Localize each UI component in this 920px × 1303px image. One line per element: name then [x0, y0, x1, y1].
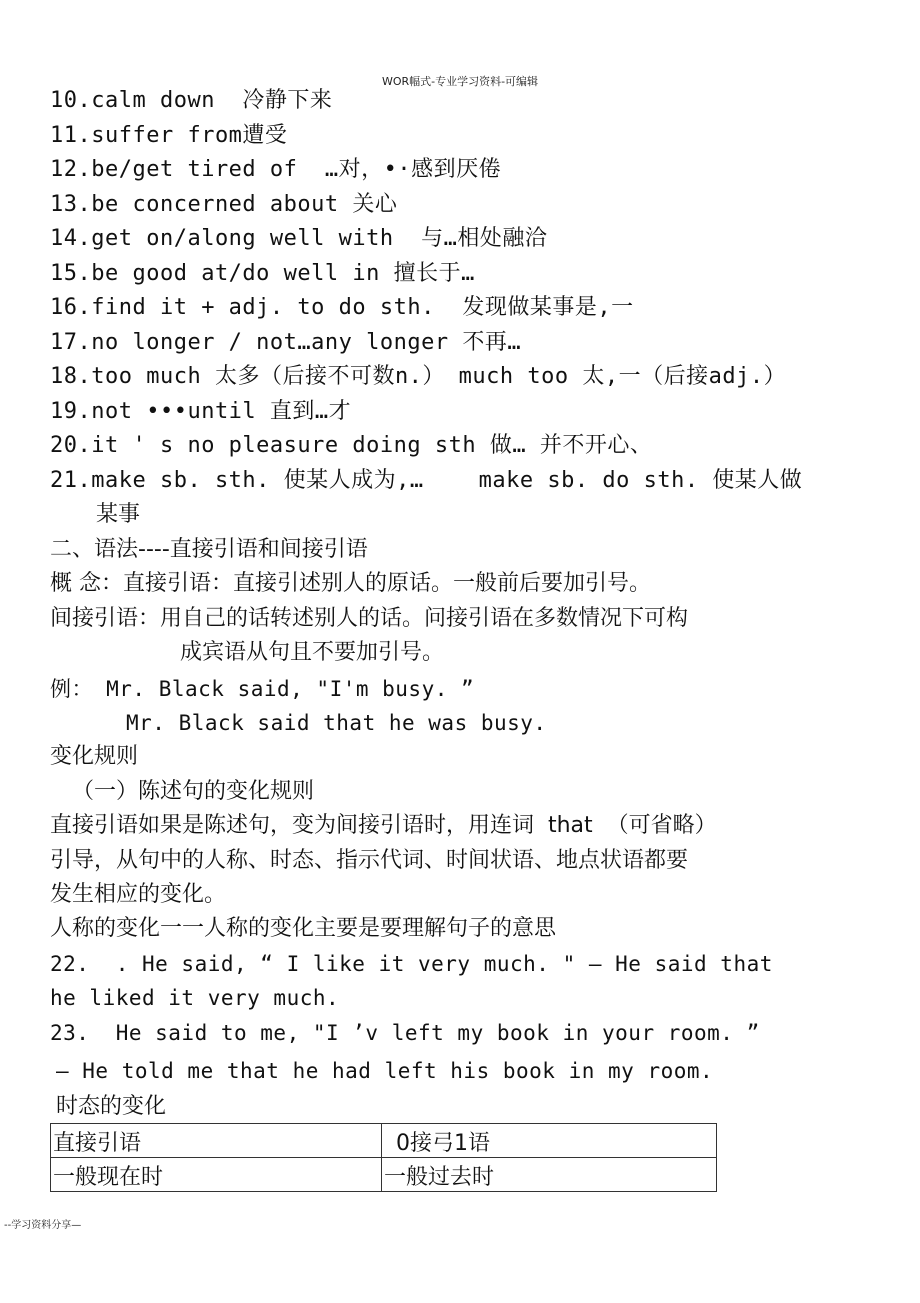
concept-text: 概 念：直接引语：直接引述别人的原话。一般前后要加引号。	[50, 571, 651, 596]
phrase-item: 18.too much 太多（后接不可数n.） much too 太,一（后接adj.）	[50, 364, 787, 389]
phrase-item: 13.be concerned about 关心	[50, 192, 398, 217]
tense-change-heading: 时态的变化	[56, 1094, 167, 1119]
table-header-direct: 直接引语	[51, 1124, 382, 1158]
example-22: 22. . He said, “ I like it very much. " — He said that	[50, 952, 773, 976]
rules-paragraph: 引导，从句中的人称、时态、指示代词、时间状语、地点状语都要	[50, 848, 689, 873]
table-header-indirect: 0接弓1语	[382, 1124, 717, 1158]
phrase-item: 19.not •••until 直到…才	[50, 399, 352, 424]
table-row	[51, 1158, 717, 1192]
statement-rules-heading: （一）陈述句的变化规则	[72, 779, 315, 804]
page-footer: --学习资料分享—	[4, 1220, 82, 1231]
indirect-speech-text-continued: 成宾语从句且不要加引号。	[180, 640, 445, 665]
example-23: 23. He said to me, "I ’v left my book in your room. ”	[50, 1021, 760, 1045]
table-cell: 一般现在时	[51, 1158, 382, 1192]
indirect-speech-text: 间接引语：用自己的话转述别人的话。问接引语在多数情况下可构	[50, 606, 689, 631]
phrase-item: 17.no longer / not…any longer 不再…	[50, 330, 522, 355]
grammar-heading: 二、语法----直接引语和间接引语	[50, 537, 368, 562]
rules-paragraph: 直接引语如果是陈述句，变为间接引语时，用连词 that （可省略）	[50, 813, 717, 838]
phrase-item: 14.get on/along well with 与…相处融洽	[50, 226, 548, 251]
page-header: WOR幅式-专业学习资料-可编辑	[381, 75, 539, 88]
phrase-item: 10.calm down 冷静下来	[50, 88, 333, 113]
example-23-continued: — He told me that he had left his book in my room.	[56, 1059, 714, 1083]
example-22-continued: he liked it very much.	[50, 986, 340, 1010]
rules-paragraph: 发生相应的变化。	[50, 882, 227, 907]
phrase-item: 21.make sb. sth. 使某人成为,… make sb. do sth. 使某人做	[50, 468, 803, 493]
example-indirect: Mr. Black said that he was busy.	[126, 711, 547, 735]
phrase-item-continuation: 某事	[96, 502, 141, 527]
table-row	[51, 1124, 717, 1158]
phrase-item: 16.find it + adj. to do sth. 发现做某事是,一	[50, 295, 634, 320]
phrase-item: 11.suffer from遭受	[50, 123, 288, 148]
phrase-item: 15.be good at/do well in 擅长于…	[50, 261, 475, 286]
person-change-heading: 人称的变化一一人称的变化主要是要理解句子的意思	[50, 916, 557, 941]
example-direct: 例： Mr. Black said, "I'm busy. ”	[50, 677, 475, 701]
rules-heading: 变化规则	[50, 744, 139, 769]
tense-table	[50, 1123, 717, 1192]
table-cell: 一般过去时	[382, 1158, 717, 1192]
phrase-item: 12.be/get tired of …对，•·感到厌倦	[50, 157, 502, 182]
phrase-item: 20.it ' s no pleasure doing sth 做… 并不开心、	[50, 433, 653, 458]
